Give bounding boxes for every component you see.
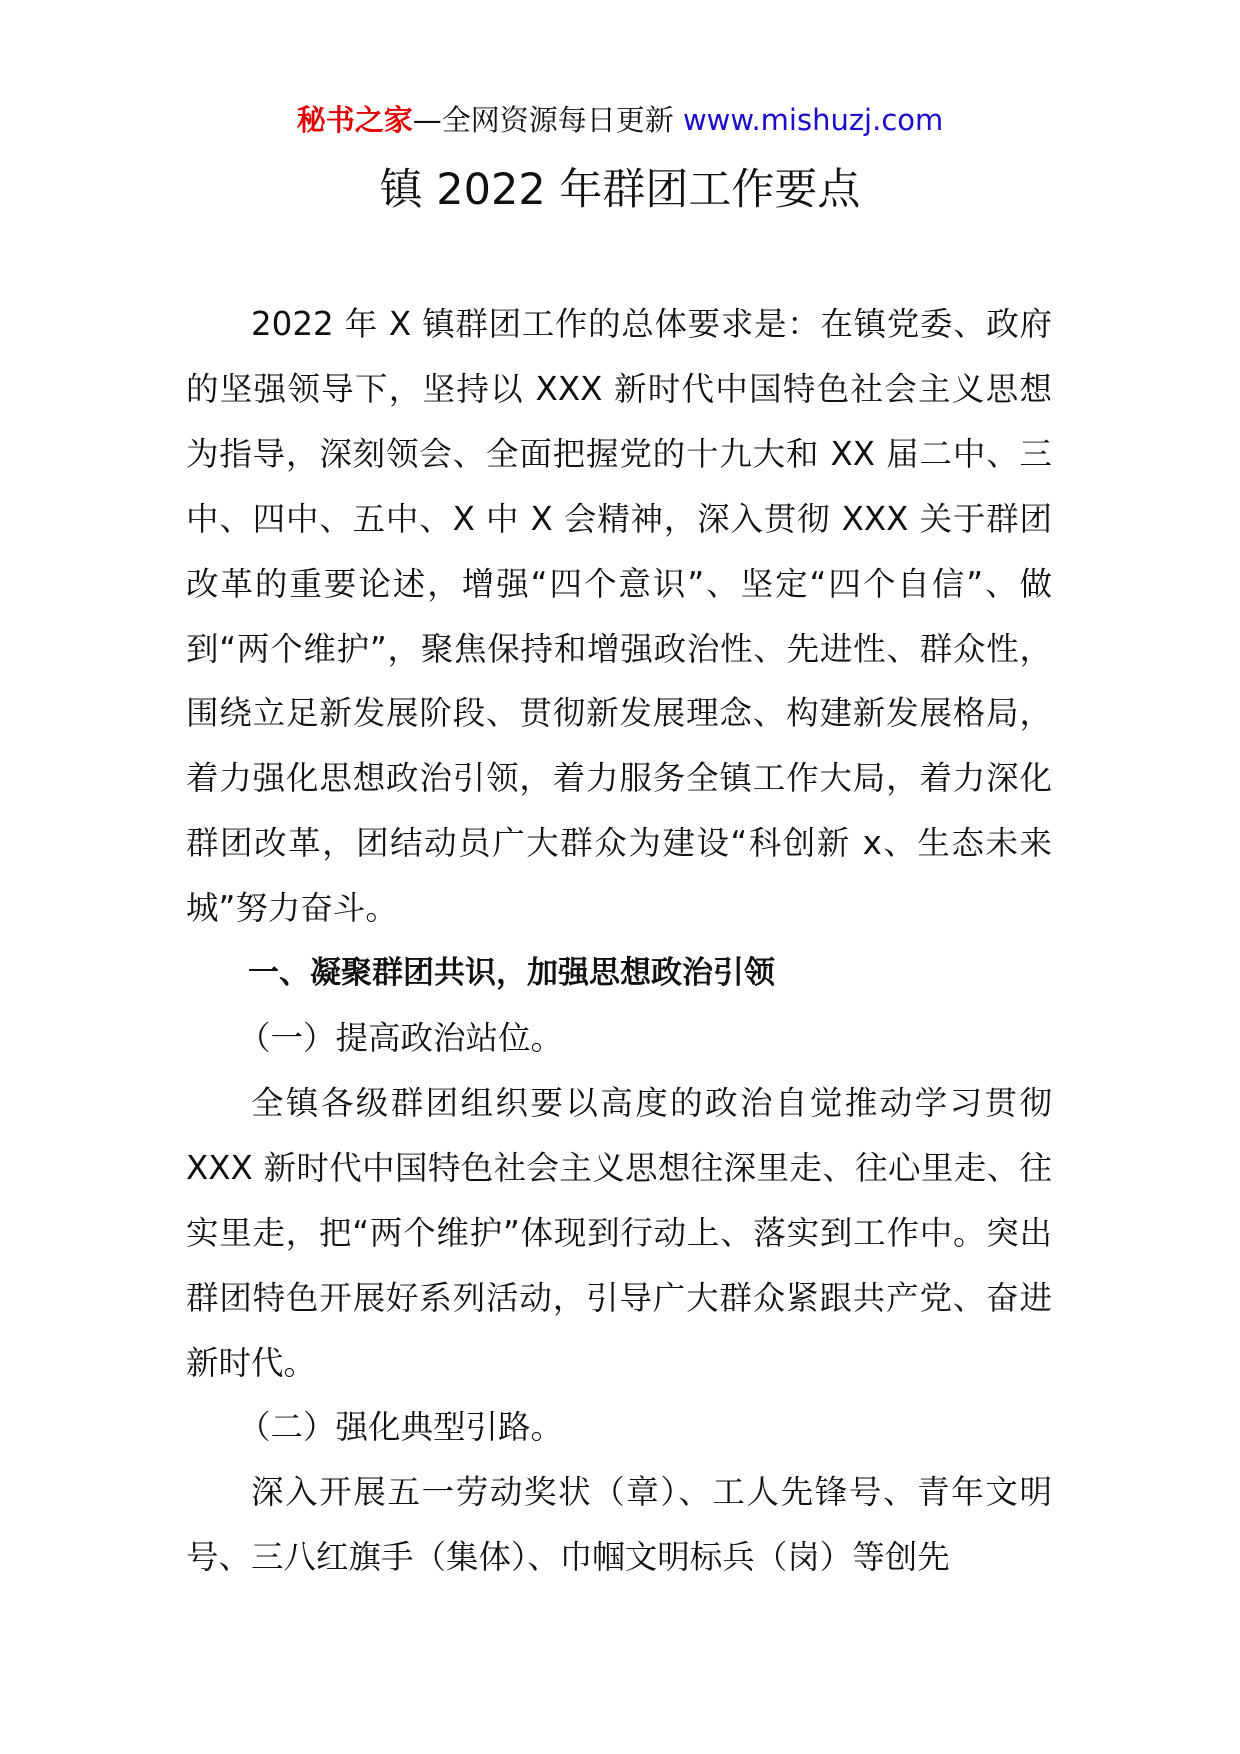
site-tagline: —全网资源每日更新 [412,103,674,137]
site-brand: 秘书之家 [296,103,413,137]
section-heading: 一、凝聚群团共识，加强思想政治引领 [248,955,775,992]
body-paragraph: 全镇各级群团组织要以高度的政治自觉推动学习贯彻 XXX 新时代中国特色社会主义思想往深里走、往心里走、往实里走，把“两个维护”体现到行动上、落实到工作中。突出群团特色开展好系列活动，引导广大群众紧跟共产党、奋进新时代。 [186,1083,1052,1382]
document-title: 镇 2022 年群团工作要点 [379,165,861,215]
subsection-heading: （一）提高政治站位。 [238,1018,564,1057]
site-url-link[interactable]: www.mishuzj.com [682,103,944,137]
site-header [0,100,1240,140]
body-paragraph: 深入开展五一劳动奖状（章）、工人先锋号、青年文明号、三八红旗手（集体）、巾帼文明标兵（岗）等创先 [186,1473,1052,1577]
subsection-heading: （二）强化典型引路。 [238,1408,564,1447]
document-body [186,292,1052,1590]
intro-paragraph: 2022 年 X 镇群团工作的总体要求是：在镇党委、政府的坚强领导下，坚持以 XXX 新时代中国特色社会主义思想为指导，深刻领会、全面把握党的十九大和 XX 届二中、三中、四中、五中、X 中 X 会精神，深入贯彻 XXX 关于群团改革的重要论述，增强“四个意识”、坚定“四个自信”、做到“两个维护”，聚焦保持和增强政治性、先进性、群众性，围绕立足新发展阶段、贯彻新发展理念、构建新发展格局，着力强化思想政治引领，着力服务全镇工作大局，着力深化群团改革，团结动员广大群众为建设“科创新 x、生态未来城”努力奋斗。 [186,305,1052,928]
